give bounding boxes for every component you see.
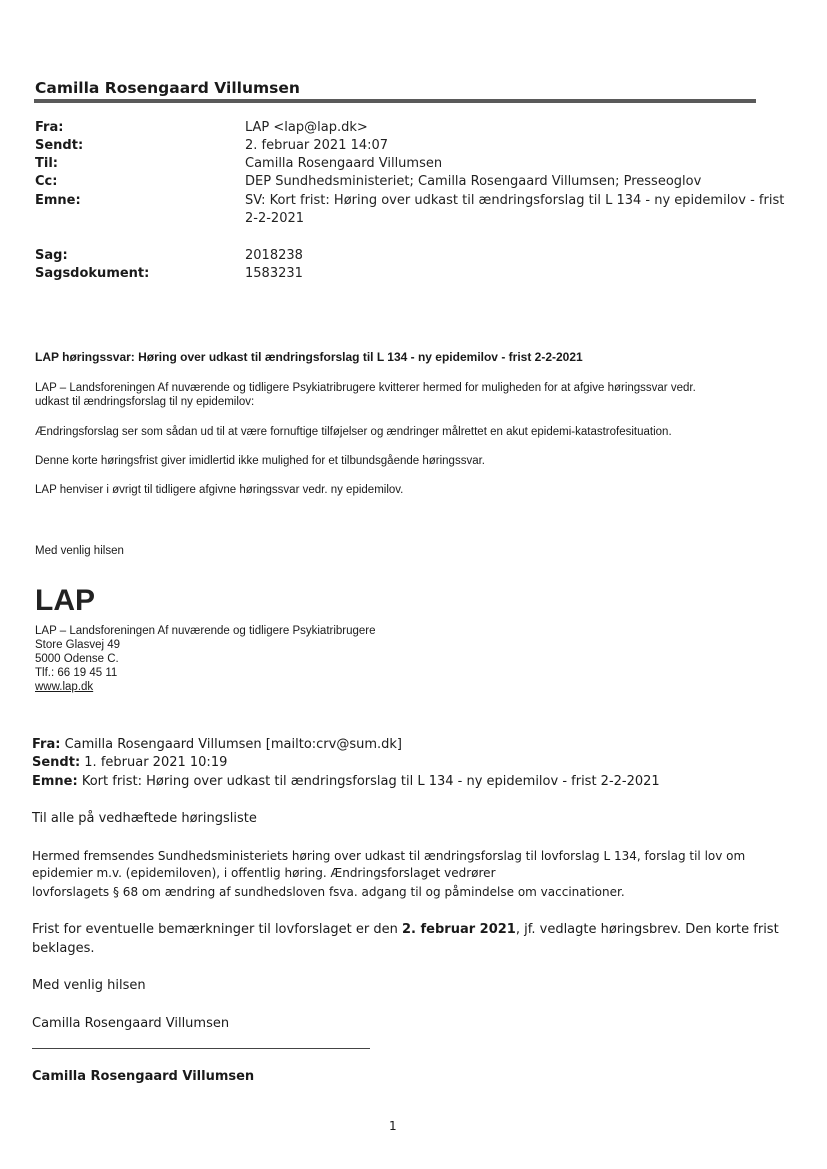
signature-city: 5000 Odense C. [35, 653, 119, 665]
signature-website-link[interactable]: www.lap.dk [35, 681, 94, 693]
from-label: Fra: [35, 120, 64, 135]
cc-value: DEP Sundhedsministeriet; Camilla Rosengaard Villumsen; Presseoglov [245, 174, 702, 189]
subject-value-cont: 2-2-2021 [245, 211, 305, 226]
deadline-date: 2. februar 2021 [402, 922, 516, 937]
subject-label: Emne: [35, 193, 81, 208]
signature-organisation: LAP – Landsforeningen Af nuværende og tidligere Psykiatribrugere [35, 625, 376, 637]
signature-street: Store Glasvej 49 [35, 639, 121, 651]
original-paragraph-2-line-2: beklages. [32, 941, 95, 956]
original-subject-value: Kort frist: Høring over udkast til ændringsforslag til L 134 - ny epidemilov - frist 2-2-2021 [77, 774, 660, 789]
reply-greeting: Med venlig hilsen [35, 545, 124, 557]
original-paragraph-1-line-1: Hermed fremsendes Sundhedsministeriets høring over udkast til ændringsforslag til lovforslag L 134, forslag til lov om [32, 849, 746, 863]
signature-phone: Tlf.: 66 19 45 11 [35, 667, 118, 679]
deadline-text-post: , jf. vedlagte høringsbrev. Den korte frist [515, 922, 779, 937]
original-from-line [32, 737, 402, 752]
original-sent-value: 1. februar 2021 10:19 [80, 755, 228, 770]
deadline-text-pre: Frist for eventuelle bemærkninger til lovforslaget er den [32, 922, 402, 937]
header-divider [34, 99, 756, 103]
original-from-label: Fra: [32, 737, 61, 752]
subject-value: SV: Kort frist: Høring over udkast til ændringsforslag til L 134 - ny epidemilov - frist [245, 193, 785, 208]
sent-label: Sendt: [35, 138, 84, 153]
lap-logo [35, 578, 95, 617]
original-sent-line [32, 755, 227, 770]
original-greeting: Med venlig hilsen [32, 978, 146, 993]
reply-paragraph-3: Denne korte høringsfrist giver imidlertid ikke mulighed for et tilbundsgående høringssvar. [35, 455, 485, 467]
original-subject-line [32, 774, 660, 789]
original-sent-label: Sendt: [32, 755, 81, 770]
from-value: LAP <lap@lap.dk> [245, 120, 368, 135]
reply-paragraph-4: LAP henviser i øvrigt til tidligere afgivne høringssvar vedr. ny epidemilov. [35, 484, 404, 496]
original-signature-name: Camilla Rosengaard Villumsen [32, 1069, 255, 1084]
original-paragraph-2-line-1 [32, 922, 779, 937]
document-owner-name: Camilla Rosengaard Villumsen [35, 79, 300, 97]
original-paragraph-1-line-3: lovforslagets § 68 om ændring af sundhedsloven fsva. adgang til og påmindelse om vaccinationer. [32, 885, 625, 899]
original-paragraph-1-line-2: epidemier m.v. (epidemiloven), i offentlig høring. Ændringsforslaget vedrører [32, 866, 496, 880]
case-document-label: Sagsdokument: [35, 266, 150, 281]
signature-divider [32, 1048, 370, 1049]
original-subject-label: Emne: [32, 774, 78, 789]
reply-paragraph-1-line-2: udkast til ændringsforslag til ny epidemilov: [35, 396, 255, 408]
original-from-value: Camilla Rosengaard Villumsen [mailto:crv@sum.dk] [60, 737, 402, 752]
page-number: 1 [389, 1119, 397, 1133]
original-signoff-name: Camilla Rosengaard Villumsen [32, 1016, 230, 1031]
to-value: Camilla Rosengaard Villumsen [245, 156, 443, 171]
sent-value: 2. februar 2021 14:07 [245, 138, 389, 153]
reply-paragraph-1-line-1: LAP – Landsforeningen Af nuværende og tidligere Psykiatribrugere kvitterer hermed for muligheden for at afgive høringssvar vedr. [35, 382, 696, 394]
case-label: Sag: [35, 248, 68, 263]
case-value: 2018238 [245, 248, 303, 263]
original-salutation: Til alle på vedhæftede høringsliste [32, 811, 257, 826]
case-document-value: 1583231 [245, 266, 303, 281]
reply-paragraph-2: Ændringsforslag ser som sådan ud til at være fornuftige tilføjelser og ændringer målrettet en akut epidemi-katastrofesituation. [35, 426, 672, 438]
cc-label: Cc: [35, 174, 58, 189]
reply-title: LAP høringssvar: Høring over udkast til ændringsforslag til L 134 - ny epidemilov - frist 2-2-2021 [35, 350, 583, 364]
to-label: Til: [35, 156, 58, 171]
lap-logo-text: LAP [35, 584, 95, 617]
